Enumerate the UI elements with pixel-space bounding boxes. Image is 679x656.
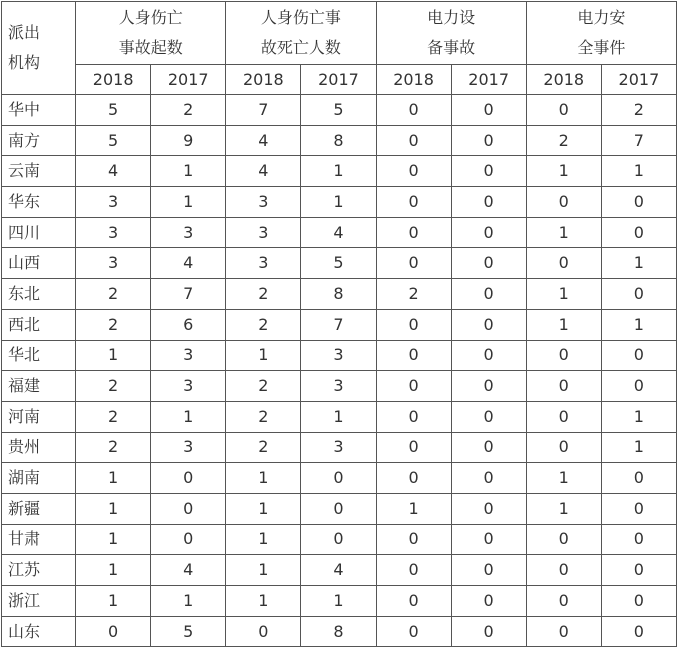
value-cell: 1 <box>151 156 226 187</box>
value-cell: 6 <box>151 309 226 340</box>
table-row <box>2 586 677 617</box>
org-column-header <box>2 2 76 95</box>
value-cell: 3 <box>301 371 376 402</box>
value-cell: 8 <box>301 125 376 156</box>
value-cell: 0 <box>451 432 526 463</box>
header-row-groups <box>2 2 677 65</box>
year-header: 2017 <box>301 65 376 95</box>
value-cell: 0 <box>451 248 526 279</box>
value-cell: 0 <box>376 156 451 187</box>
value-cell: 0 <box>451 125 526 156</box>
accident-statistics-table <box>1 1 677 647</box>
value-cell: 0 <box>451 586 526 617</box>
value-cell: 5 <box>151 616 226 647</box>
value-cell: 0 <box>301 524 376 555</box>
value-cell: 0 <box>376 401 451 432</box>
value-cell: 1 <box>76 463 151 494</box>
value-cell: 0 <box>526 340 601 371</box>
value-cell: 0 <box>376 432 451 463</box>
table-row <box>2 156 677 187</box>
value-cell: 1 <box>226 586 301 617</box>
year-header: 2018 <box>376 65 451 95</box>
value-cell: 4 <box>226 125 301 156</box>
value-cell: 1 <box>151 187 226 218</box>
value-cell: 0 <box>451 555 526 586</box>
year-header: 2018 <box>226 65 301 95</box>
value-cell: 5 <box>301 248 376 279</box>
value-cell: 0 <box>601 279 676 310</box>
value-cell: 0 <box>151 493 226 524</box>
group-header-line: 人身伤亡事 <box>260 8 341 27</box>
value-cell: 4 <box>301 555 376 586</box>
value-cell: 0 <box>451 309 526 340</box>
value-cell: 0 <box>601 187 676 218</box>
value-cell: 2 <box>526 125 601 156</box>
value-cell: 0 <box>451 401 526 432</box>
value-cell: 1 <box>301 401 376 432</box>
value-cell: 8 <box>301 616 376 647</box>
value-cell: 3 <box>76 217 151 248</box>
value-cell: 1 <box>76 555 151 586</box>
value-cell: 7 <box>151 279 226 310</box>
value-cell: 8 <box>301 279 376 310</box>
value-cell: 0 <box>601 493 676 524</box>
org-name-cell: 华中 <box>2 95 76 126</box>
value-cell: 0 <box>526 432 601 463</box>
value-cell: 0 <box>526 401 601 432</box>
org-name-cell: 云南 <box>2 156 76 187</box>
value-cell: 1 <box>76 524 151 555</box>
org-name-cell: 山西 <box>2 248 76 279</box>
value-cell: 0 <box>226 616 301 647</box>
value-cell: 2 <box>76 371 151 402</box>
table-row <box>2 616 677 647</box>
value-cell: 3 <box>226 187 301 218</box>
year-header: 2018 <box>76 65 151 95</box>
value-cell: 0 <box>451 493 526 524</box>
value-cell: 2 <box>226 309 301 340</box>
value-cell: 4 <box>151 248 226 279</box>
group-header-fatalities <box>226 2 376 65</box>
value-cell: 0 <box>376 371 451 402</box>
value-cell: 2 <box>76 279 151 310</box>
value-cell: 5 <box>76 125 151 156</box>
org-name-cell: 河南 <box>2 401 76 432</box>
table-row <box>2 401 677 432</box>
value-cell: 2 <box>226 279 301 310</box>
value-cell: 0 <box>376 586 451 617</box>
value-cell: 0 <box>376 555 451 586</box>
value-cell: 0 <box>376 524 451 555</box>
value-cell: 0 <box>451 340 526 371</box>
value-cell: 3 <box>151 217 226 248</box>
year-header: 2018 <box>526 65 601 95</box>
value-cell: 1 <box>226 463 301 494</box>
value-cell: 0 <box>451 95 526 126</box>
value-cell: 0 <box>601 555 676 586</box>
group-header-line: 电力设 <box>427 8 476 27</box>
table-row <box>2 555 677 586</box>
org-name-cell: 四川 <box>2 217 76 248</box>
value-cell: 2 <box>226 371 301 402</box>
value-cell: 0 <box>376 187 451 218</box>
org-name-cell: 福建 <box>2 371 76 402</box>
value-cell: 0 <box>451 156 526 187</box>
value-cell: 2 <box>226 432 301 463</box>
value-cell: 1 <box>226 493 301 524</box>
org-name-cell: 华东 <box>2 187 76 218</box>
value-cell: 1 <box>526 309 601 340</box>
org-name-cell: 南方 <box>2 125 76 156</box>
value-cell: 0 <box>451 187 526 218</box>
value-cell: 3 <box>151 432 226 463</box>
value-cell: 4 <box>151 555 226 586</box>
value-cell: 1 <box>526 463 601 494</box>
value-cell: 7 <box>226 95 301 126</box>
value-cell: 0 <box>451 463 526 494</box>
value-cell: 3 <box>301 340 376 371</box>
value-cell: 2 <box>76 401 151 432</box>
value-cell: 1 <box>301 586 376 617</box>
table-row <box>2 340 677 371</box>
value-cell: 0 <box>151 463 226 494</box>
group-header-line: 人身伤亡 <box>118 8 183 27</box>
year-header: 2017 <box>151 65 226 95</box>
group-header-injury-accidents <box>76 2 226 65</box>
group-header-line: 备事故 <box>427 38 476 57</box>
value-cell: 9 <box>151 125 226 156</box>
value-cell: 0 <box>376 125 451 156</box>
value-cell: 4 <box>301 217 376 248</box>
value-cell: 0 <box>526 371 601 402</box>
group-header-safety-events <box>526 2 676 65</box>
value-cell: 2 <box>226 401 301 432</box>
value-cell: 0 <box>451 217 526 248</box>
group-header-line: 故死亡人数 <box>260 38 341 57</box>
value-cell: 1 <box>601 309 676 340</box>
value-cell: 2 <box>601 95 676 126</box>
value-cell: 0 <box>301 463 376 494</box>
group-header-equipment-accidents <box>376 2 526 65</box>
value-cell: 0 <box>376 340 451 371</box>
value-cell: 1 <box>601 432 676 463</box>
value-cell: 1 <box>526 156 601 187</box>
value-cell: 0 <box>451 524 526 555</box>
value-cell: 0 <box>151 524 226 555</box>
value-cell: 1 <box>526 217 601 248</box>
value-cell: 0 <box>451 279 526 310</box>
value-cell: 0 <box>601 340 676 371</box>
org-name-cell: 新疆 <box>2 493 76 524</box>
org-name-cell: 贵州 <box>2 432 76 463</box>
value-cell: 1 <box>226 555 301 586</box>
value-cell: 5 <box>301 95 376 126</box>
value-cell: 4 <box>226 156 301 187</box>
value-cell: 3 <box>151 340 226 371</box>
value-cell: 1 <box>376 493 451 524</box>
value-cell: 3 <box>151 371 226 402</box>
value-cell: 0 <box>451 371 526 402</box>
table-row <box>2 493 677 524</box>
value-cell: 1 <box>526 493 601 524</box>
value-cell: 7 <box>601 125 676 156</box>
value-cell: 0 <box>376 217 451 248</box>
group-header-line: 全事件 <box>577 38 626 57</box>
value-cell: 0 <box>301 493 376 524</box>
org-header-line: 机构 <box>8 53 41 72</box>
org-name-cell: 山东 <box>2 616 76 647</box>
table-row <box>2 432 677 463</box>
value-cell: 0 <box>526 555 601 586</box>
value-cell: 1 <box>151 586 226 617</box>
value-cell: 3 <box>76 187 151 218</box>
table-row <box>2 125 677 156</box>
value-cell: 1 <box>76 586 151 617</box>
value-cell: 0 <box>526 95 601 126</box>
table-row <box>2 187 677 218</box>
value-cell: 1 <box>151 401 226 432</box>
table-row <box>2 95 677 126</box>
value-cell: 0 <box>601 586 676 617</box>
value-cell: 0 <box>601 371 676 402</box>
value-cell: 0 <box>526 187 601 218</box>
org-header-line: 派出 <box>8 23 41 42</box>
value-cell: 1 <box>76 493 151 524</box>
org-name-cell: 西北 <box>2 309 76 340</box>
value-cell: 1 <box>601 156 676 187</box>
table-row <box>2 248 677 279</box>
value-cell: 0 <box>526 248 601 279</box>
value-cell: 0 <box>601 616 676 647</box>
value-cell: 3 <box>226 248 301 279</box>
year-header: 2017 <box>451 65 526 95</box>
org-name-cell: 浙江 <box>2 586 76 617</box>
value-cell: 1 <box>301 156 376 187</box>
value-cell: 2 <box>376 279 451 310</box>
value-cell: 0 <box>376 95 451 126</box>
value-cell: 5 <box>76 95 151 126</box>
table-row <box>2 217 677 248</box>
table-row <box>2 279 677 310</box>
value-cell: 7 <box>301 309 376 340</box>
value-cell: 0 <box>601 217 676 248</box>
table-row <box>2 309 677 340</box>
value-cell: 0 <box>376 248 451 279</box>
value-cell: 3 <box>301 432 376 463</box>
org-name-cell: 江苏 <box>2 555 76 586</box>
group-header-line: 事故起数 <box>118 38 183 57</box>
value-cell: 1 <box>76 340 151 371</box>
value-cell: 2 <box>76 432 151 463</box>
table-row <box>2 524 677 555</box>
value-cell: 1 <box>226 340 301 371</box>
year-header: 2017 <box>601 65 676 95</box>
org-name-cell: 华北 <box>2 340 76 371</box>
value-cell: 0 <box>526 616 601 647</box>
org-name-cell: 甘肃 <box>2 524 76 555</box>
value-cell: 2 <box>76 309 151 340</box>
value-cell: 0 <box>376 309 451 340</box>
table-row <box>2 371 677 402</box>
org-name-cell: 湖南 <box>2 463 76 494</box>
group-header-line: 电力安 <box>577 8 626 27</box>
value-cell: 2 <box>151 95 226 126</box>
table-row <box>2 463 677 494</box>
org-name-cell: 东北 <box>2 279 76 310</box>
value-cell: 0 <box>451 616 526 647</box>
value-cell: 0 <box>601 463 676 494</box>
value-cell: 1 <box>601 248 676 279</box>
value-cell: 4 <box>76 156 151 187</box>
value-cell: 0 <box>601 524 676 555</box>
value-cell: 0 <box>76 616 151 647</box>
value-cell: 3 <box>76 248 151 279</box>
header-row-years <box>2 65 677 95</box>
value-cell: 3 <box>226 217 301 248</box>
value-cell: 1 <box>301 187 376 218</box>
value-cell: 0 <box>376 463 451 494</box>
value-cell: 1 <box>601 401 676 432</box>
value-cell: 0 <box>376 616 451 647</box>
value-cell: 0 <box>526 586 601 617</box>
value-cell: 1 <box>526 279 601 310</box>
value-cell: 0 <box>526 524 601 555</box>
value-cell: 1 <box>226 524 301 555</box>
